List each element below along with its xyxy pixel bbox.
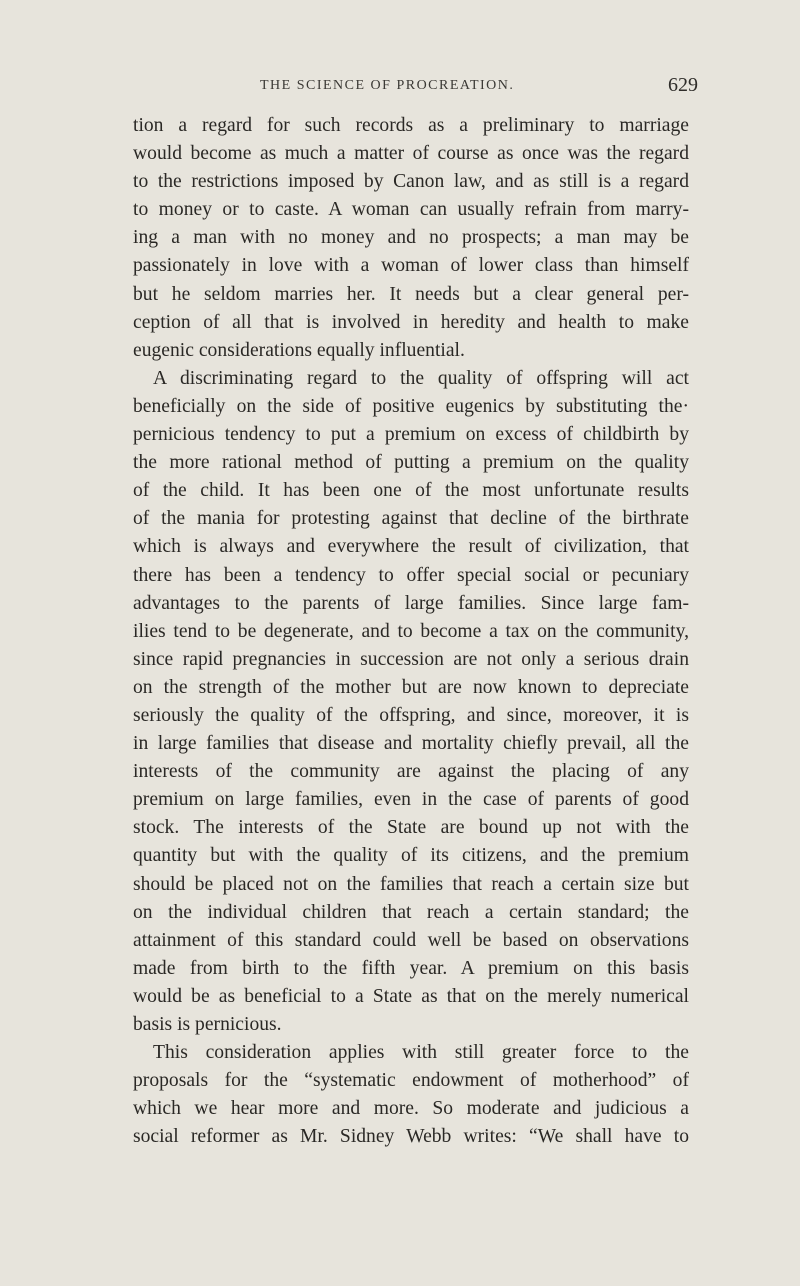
text-body: [133, 112, 689, 1151]
text-line: to money or to caste. A woman can usually refrain from marry-: [133, 199, 689, 221]
running-title: THE SCIENCE OF PROCREATION.: [260, 78, 515, 93]
text-line: in large families that disease and mortality chiefly prevail, all the: [133, 733, 689, 755]
text-line: proposals for the “systematic endowment of motherhood” of: [133, 1070, 689, 1092]
text-line: eugenic considerations equally influential.: [133, 339, 465, 361]
text-line: to the restrictions imposed by Canon law, and as still is a regard: [133, 171, 689, 193]
running-head: [120, 74, 698, 104]
text-line: seriously the quality of the offspring, and since, moreover, it is: [133, 704, 689, 726]
paragraph: [133, 1039, 689, 1151]
text-line: basis is pernicious.: [133, 1014, 282, 1035]
text-line: pernicious tendency to put a premium on excess of childbirth by: [133, 424, 689, 446]
text-line: A discriminating regard to the quality of offspring will act: [153, 367, 689, 389]
text-line: which is always and everywhere the result of civilization, that: [133, 536, 689, 558]
text-line: passionately in love with a woman of lower class than himself: [133, 255, 689, 277]
text-line: of the child. It has been one of the most unfortunate results: [133, 480, 689, 502]
text-line: on the strength of the mother but are now known to depreciate: [133, 676, 689, 698]
text-line: interests of the community are against the placing of any: [133, 761, 689, 783]
text-line: premium on large families, even in the case of parents of good: [133, 789, 689, 811]
text-line: there has been a tendency to offer special social or pecuniary: [133, 564, 689, 586]
text-line: which we hear more and more. So moderate and judicious a: [133, 1098, 689, 1120]
text-line: stock. The interests of the State are bound up not with the: [133, 817, 689, 839]
text-line: quantity but with the quality of its citizens, and the premium: [133, 845, 689, 867]
text-line: attainment of this standard could well be based on observations: [133, 929, 689, 951]
text-line: This consideration applies with still greater force to the: [153, 1042, 689, 1064]
text-line: on the individual children that reach a certain standard; the: [133, 901, 689, 923]
text-line: would become as much a matter of course as once was the regard: [133, 143, 689, 165]
text-line: the more rational method of putting a premium on the quality: [133, 452, 689, 474]
text-line: of the mania for protesting against that decline of the birthrate: [133, 508, 689, 530]
text-line: should be placed not on the families that reach a certain size but: [133, 873, 689, 895]
text-line: tion a regard for such records as a preliminary to marriage: [133, 115, 689, 136]
page-number: 629: [668, 74, 698, 96]
text-line: ing a man with no money and no prospects; a man may be: [133, 227, 689, 249]
text-line: since rapid pregnancies in succession are not only a serious drain: [133, 648, 689, 670]
text-line: ception of all that is involved in heredity and health to make: [133, 311, 689, 333]
text-line: would be as beneficial to a State as that on the merely numerical: [133, 985, 689, 1007]
text-line: made from birth to the fifth year. A premium on this basis: [133, 957, 689, 979]
text-line: advantages to the parents of large families. Since large fam-: [133, 592, 689, 614]
text-line: beneficially on the side of positive eugenics by substituting the·: [133, 395, 689, 417]
paragraph: [133, 112, 689, 365]
text-line: social reformer as Mr. Sidney Webb writes: “We shall have to: [133, 1126, 689, 1148]
paragraph: [133, 365, 689, 1039]
text-line: but he seldom marries her. It needs but a clear general per-: [133, 283, 689, 305]
text-line: ilies tend to be degenerate, and to become a tax on the community,: [133, 620, 689, 642]
